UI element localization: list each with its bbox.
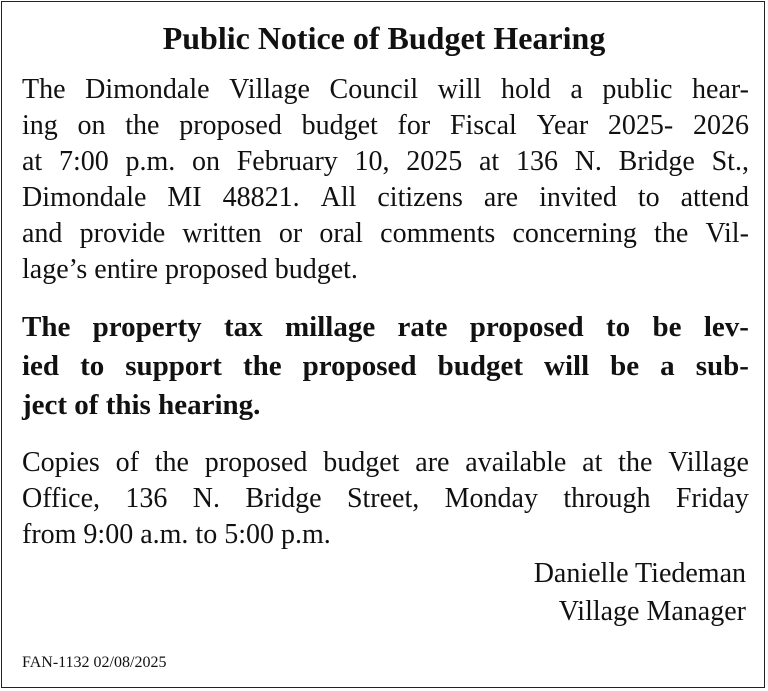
notice-title: Public Notice of Budget Hearing	[162, 20, 606, 56]
paragraph-1-line-5: and provide written or oral comments concerning the Vil-	[22, 218, 749, 249]
signature-name: Danielle Tiedeman	[533, 558, 746, 589]
paragraph-2-line-3: ject of this hearing.	[22, 389, 261, 421]
paragraph-1-line-1: The Dimondale Village Council will hold a public hear-	[22, 74, 749, 105]
paragraph-3-line-3: from 9:00 a.m. to 5:00 p.m.	[22, 519, 331, 550]
paragraph-3-line-2: Office, 136 N. Bridge Street, Monday through Friday	[22, 483, 749, 514]
paragraph-1-line-3: at 7:00 p.m. on February 10, 2025 at 136 N. Bridge St.,	[22, 146, 749, 177]
paragraph-1-line-4: Dimondale MI 48821. All citizens are invited to attend	[22, 182, 749, 213]
paragraph-1-line-2: ing on the proposed budget for Fiscal Year 2025- 2026	[22, 110, 749, 141]
paragraph-1-line-6: lage’s entire proposed budget.	[22, 254, 358, 285]
public-notice	[1, 1, 765, 688]
paragraph-2-line-2: ied to support the proposed budget will be a sub-	[22, 350, 749, 382]
signature-title: Village Manager	[558, 596, 746, 627]
footer-code: FAN-1132 02/08/2025	[22, 654, 167, 671]
paragraph-3-line-1: Copies of the proposed budget are available at the Village	[22, 447, 749, 478]
paragraph-2-line-1: The property tax millage rate proposed to be lev-	[22, 311, 749, 343]
